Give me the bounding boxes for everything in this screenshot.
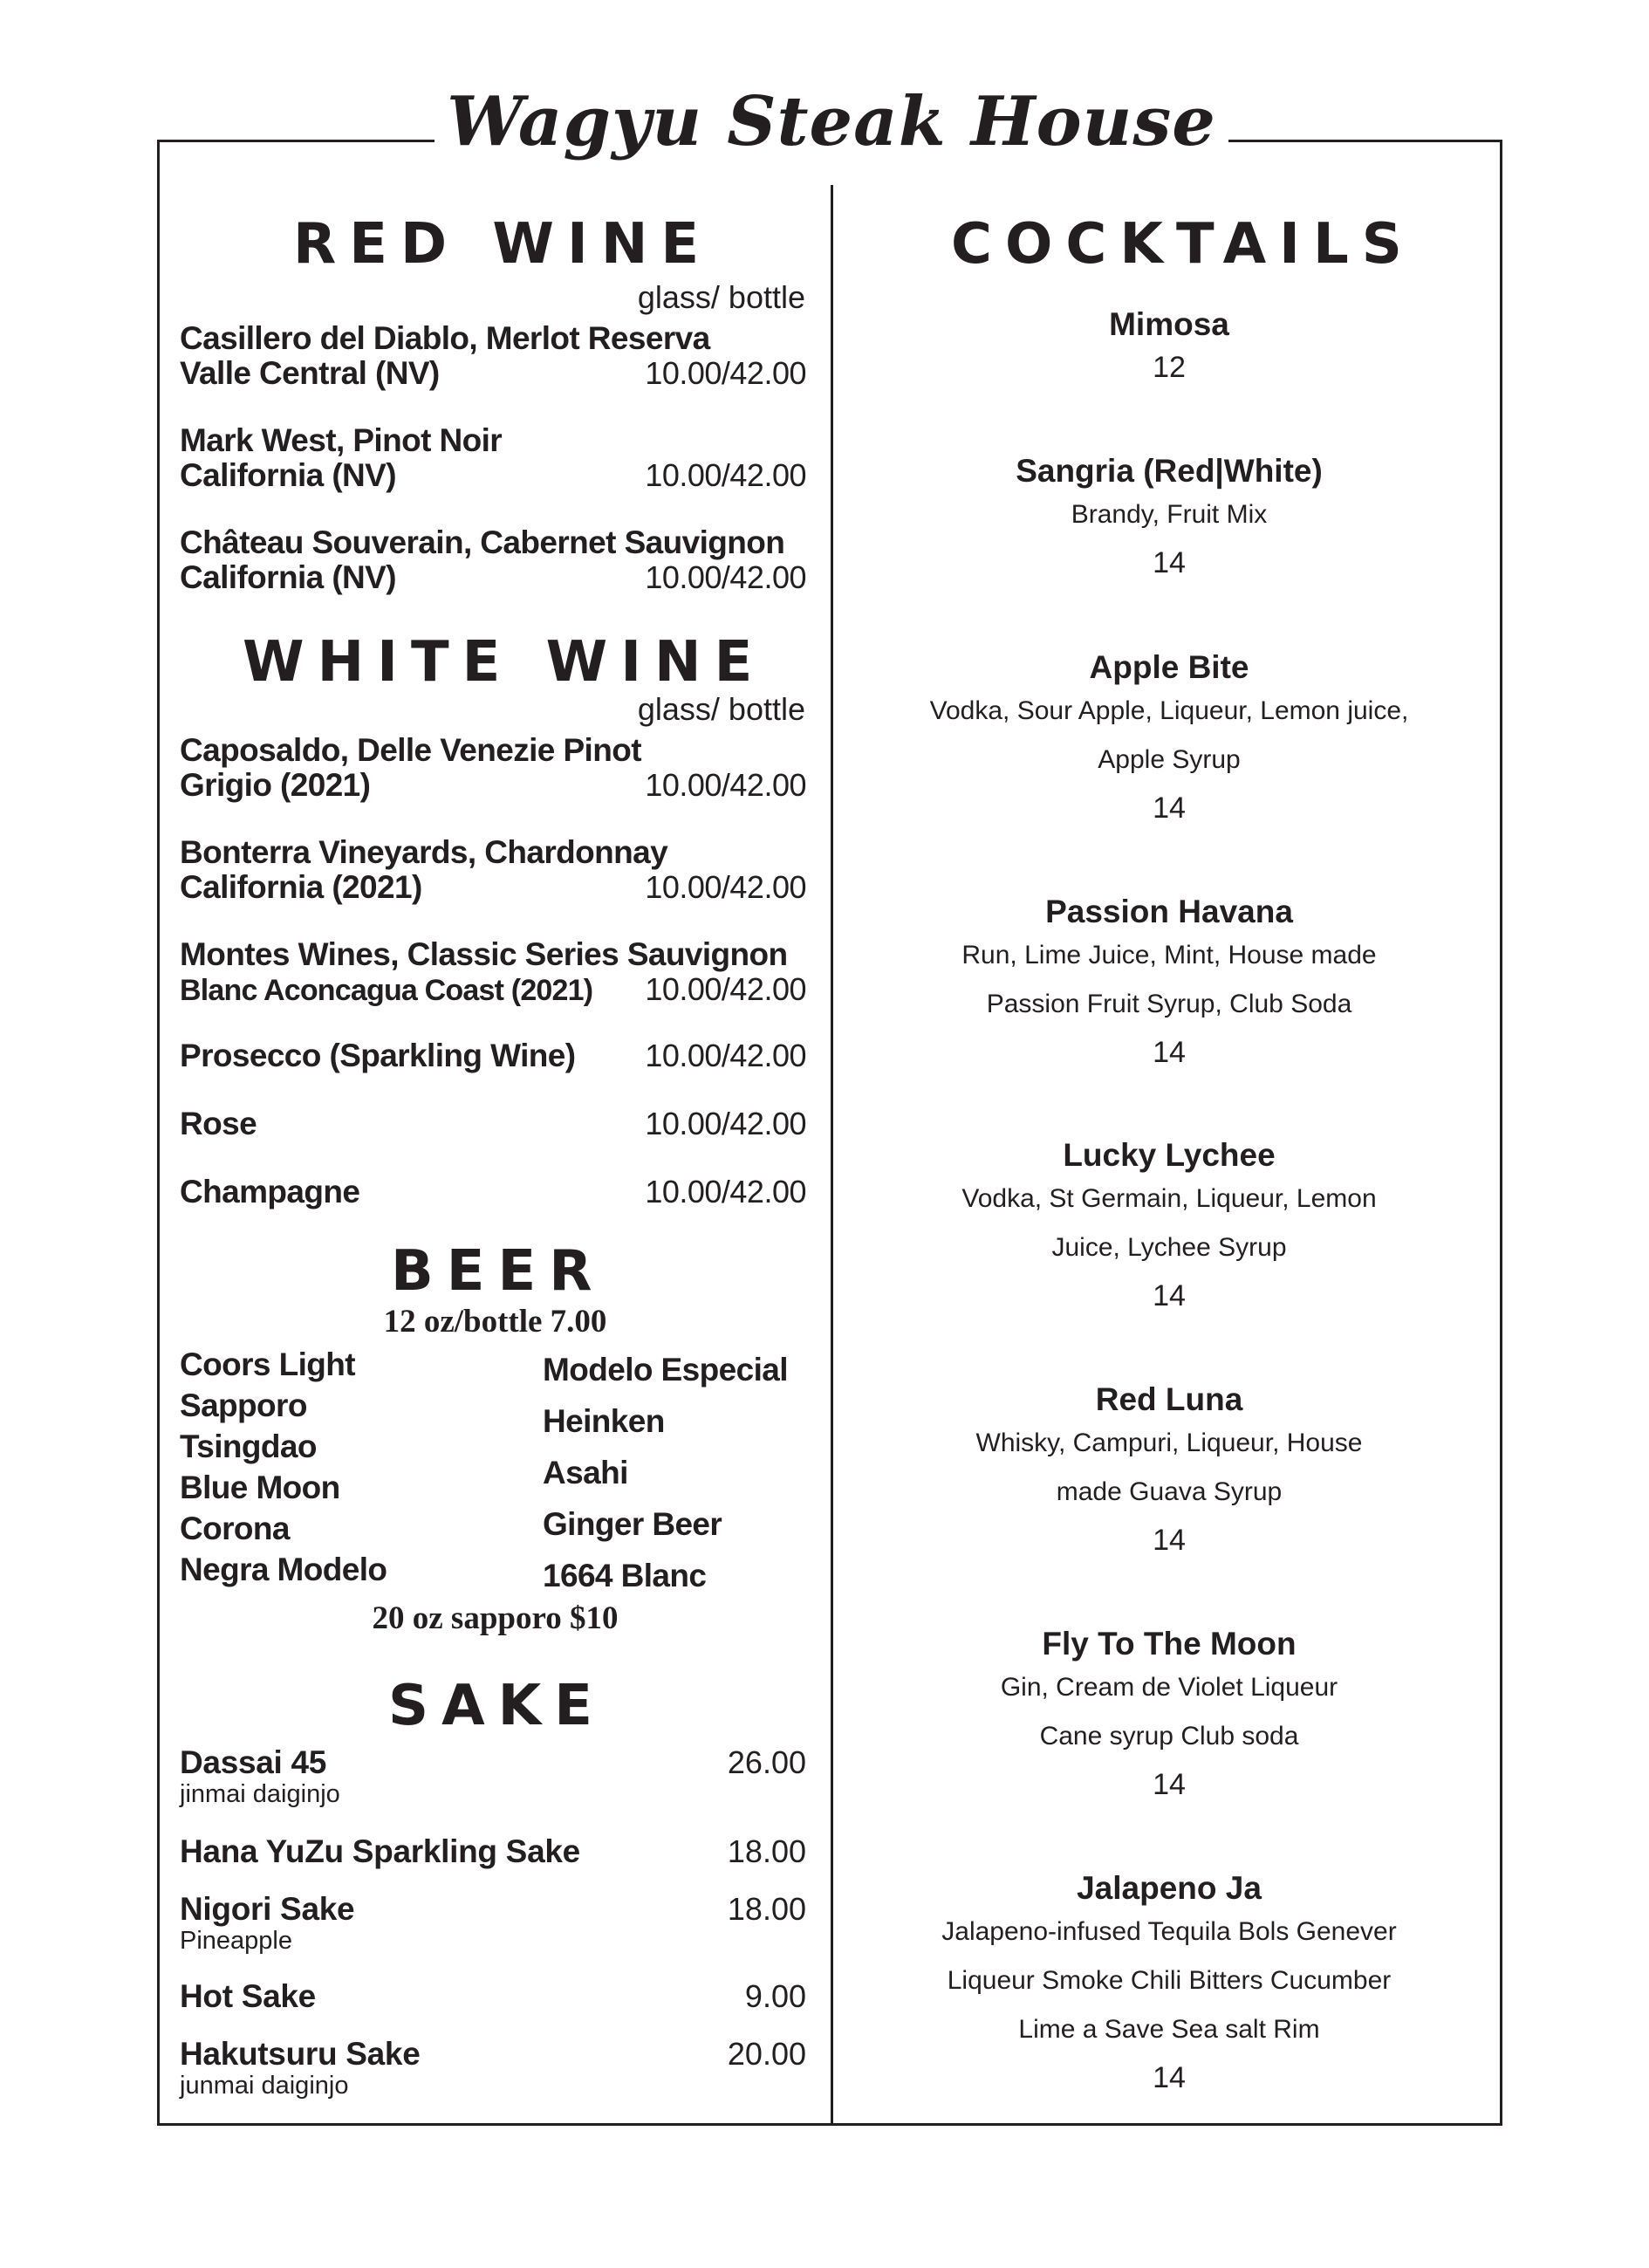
beer-item: Modelo Especial [543, 1352, 788, 1388]
wine-item [180, 733, 806, 803]
beer-item: Tsingdao [180, 1429, 317, 1464]
cocktail-name: Red Luna [1095, 1381, 1243, 1417]
wine-name: Mark West, Pinot Noir [180, 422, 503, 458]
cocktail-price: 12 [1153, 351, 1186, 384]
beer-price-note: 12 oz/bottle 7.00 [383, 1304, 607, 1340]
cocktail-price: 14 [1153, 791, 1186, 825]
wine-price: 10.00/42.00 [645, 971, 806, 1007]
wine-item [180, 1038, 806, 1073]
wine-name: Montes Wines, Classic Series Sauvignon [180, 936, 788, 972]
wine-item [180, 1175, 806, 1209]
beer-item: Sapporo [180, 1388, 307, 1423]
sake-item [180, 1979, 806, 2014]
cocktail-name: Lucky Lychee [1063, 1137, 1276, 1173]
cocktail-item [838, 1869, 1501, 2101]
sake-item [180, 1745, 806, 1808]
beer-list-right [543, 1344, 788, 1601]
cocktail-name: Passion Havana [1045, 894, 1293, 929]
wine-name: Bonterra Vineyards, Chardonnay [180, 834, 668, 870]
sake-price: 9.00 [744, 1978, 806, 2014]
cocktail-description: Vodka, Sour Apple, Liqueur, Lemon juice, [929, 696, 1409, 725]
wine-item [180, 423, 806, 493]
restaurant-title: Wagyu Steak House [447, 82, 1216, 161]
cocktail-price: 14 [1153, 2061, 1186, 2094]
cocktail-price: 14 [1153, 546, 1186, 579]
beer-item: Negra Modelo [180, 1552, 387, 1587]
cocktail-item [838, 1625, 1501, 1808]
white-wine-subheading: glass/ bottle [637, 691, 805, 727]
cocktail-name: Fly To The Moon [1042, 1626, 1297, 1662]
beer-list-left [180, 1344, 387, 1590]
cocktail-name: Sangria (Red|White) [1016, 453, 1323, 489]
cocktail-price: 14 [1153, 1036, 1186, 1069]
sake-price: 26.00 [727, 1744, 806, 1780]
frame-top-line-left [157, 140, 434, 142]
cocktail-name: Apple Bite [1089, 649, 1249, 685]
beer-item: Ginger Beer [543, 1506, 722, 1542]
cocktail-description: Run, Lime Juice, Mint, House made [961, 941, 1377, 970]
wine-region: Grigio (2021) [180, 767, 371, 803]
wine-price: 10.00/42.00 [645, 1038, 806, 1073]
wine-name: Champagne [180, 1174, 360, 1209]
cocktail-description: Gin, Cream de Violet Liqueur [1000, 1673, 1338, 1702]
wine-price: 10.00/42.00 [645, 355, 806, 391]
wine-price: 10.00/42.00 [645, 1174, 806, 1209]
cocktail-description: Apple Syrup [1098, 745, 1241, 774]
cocktail-description: made Guava Syrup [1056, 1477, 1283, 1506]
cocktail-description: Liqueur Smoke Chili Bitters Cucumber [947, 1966, 1392, 1995]
beer-footer-note: 20 oz sapporo $10 [372, 1600, 619, 1636]
wine-region: California (2021) [180, 869, 422, 905]
beer-item: Blue Moon [180, 1470, 340, 1505]
sake-item [180, 2037, 806, 2100]
wine-price: 10.00/42.00 [645, 559, 806, 595]
wine-name: Prosecco (Sparkling Wine) [180, 1038, 576, 1073]
sake-price: 20.00 [727, 2036, 806, 2072]
wine-region: California (NV) [180, 457, 396, 493]
sake-price: 18.00 [727, 1833, 806, 1869]
cocktail-price: 14 [1153, 1279, 1186, 1312]
wine-price: 10.00/42.00 [645, 869, 806, 905]
cocktail-description: Whisky, Campuri, Liqueur, House [975, 1429, 1363, 1457]
wine-item [180, 321, 806, 391]
wine-name: Caposaldo, Delle Venezie Pinot [180, 732, 641, 768]
cocktails-heading: COCKTAILS [951, 212, 1415, 277]
wine-price: 10.00/42.00 [645, 1106, 806, 1141]
cocktail-item [838, 452, 1501, 586]
cocktail-item [838, 305, 1501, 391]
beer-item: Corona [180, 1511, 290, 1546]
cocktail-description: Cane syrup Club soda [1039, 1722, 1299, 1751]
wine-price: 10.00/42.00 [645, 457, 806, 493]
wine-region: Blanc Aconcagua Coast (2021) [180, 974, 593, 1007]
sake-price: 18.00 [727, 1891, 806, 1927]
cocktail-description: Jalapeno-infused Tequila Bols Genever [941, 1917, 1397, 1946]
cocktail-description: Lime a Save Sea salt Rim [1018, 2015, 1320, 2044]
red-wine-subheading: glass/ bottle [637, 279, 805, 315]
wine-item [180, 1107, 806, 1141]
cocktail-price: 14 [1153, 1524, 1186, 1557]
sake-name: Hakutsuru Sake [180, 2036, 421, 2072]
sake-subtitle: junmai daiginjo [180, 2072, 349, 2100]
sake-name: Hana YuZu Sparkling Sake [180, 1833, 580, 1869]
cocktail-name: Mimosa [1109, 306, 1229, 342]
beer-item: Heinken [543, 1403, 665, 1439]
beer-heading: BEER [391, 1239, 606, 1304]
wine-region: California (NV) [180, 559, 396, 595]
column-divider [831, 185, 833, 2126]
wine-name: Château Souverain, Cabernet Sauvignon [180, 524, 785, 560]
cocktail-description: Brandy, Fruit Mix [1071, 500, 1268, 529]
cocktail-name: Jalapeno Ja [1077, 1870, 1262, 1906]
beer-item: Coors Light [180, 1346, 355, 1382]
frame-top-line-right [1228, 140, 1502, 142]
wine-item [180, 525, 806, 595]
wine-item [180, 835, 806, 905]
cocktail-description: Vodka, St Germain, Liqueur, Lemon [961, 1184, 1377, 1213]
sake-heading: SAKE [388, 1674, 606, 1738]
cocktail-price: 14 [1153, 1768, 1186, 1801]
sake-item [180, 1834, 806, 1869]
sake-subtitle: Pineapple [180, 1927, 292, 1955]
sake-name: Dassai 45 [180, 1744, 327, 1780]
cocktail-item [838, 1381, 1501, 1564]
sake-subtitle: jinmai daiginjo [180, 1780, 340, 1808]
cocktail-description: Passion Fruit Syrup, Club Soda [986, 990, 1352, 1018]
cocktail-item [838, 893, 1501, 1076]
wine-price: 10.00/42.00 [645, 767, 806, 803]
sake-name: Hot Sake [180, 1978, 316, 2014]
red-wine-heading: RED WINE [293, 212, 713, 277]
wine-name: Casillero del Diablo, Merlot Reserva [180, 320, 710, 356]
wine-item [180, 937, 806, 1008]
cocktail-item [838, 648, 1501, 832]
wine-name: Rose [180, 1106, 257, 1141]
cocktail-description: Juice, Lychee Syrup [1051, 1233, 1287, 1262]
sake-name: Nigori Sake [180, 1891, 355, 1927]
cocktail-item [838, 1136, 1501, 1319]
white-wine-heading: WHITE WINE [243, 630, 766, 695]
beer-item: Asahi [543, 1455, 628, 1490]
beer-item: 1664 Blanc [543, 1558, 707, 1593]
sake-item [180, 1892, 806, 1955]
wine-region: Valle Central (NV) [180, 355, 440, 391]
